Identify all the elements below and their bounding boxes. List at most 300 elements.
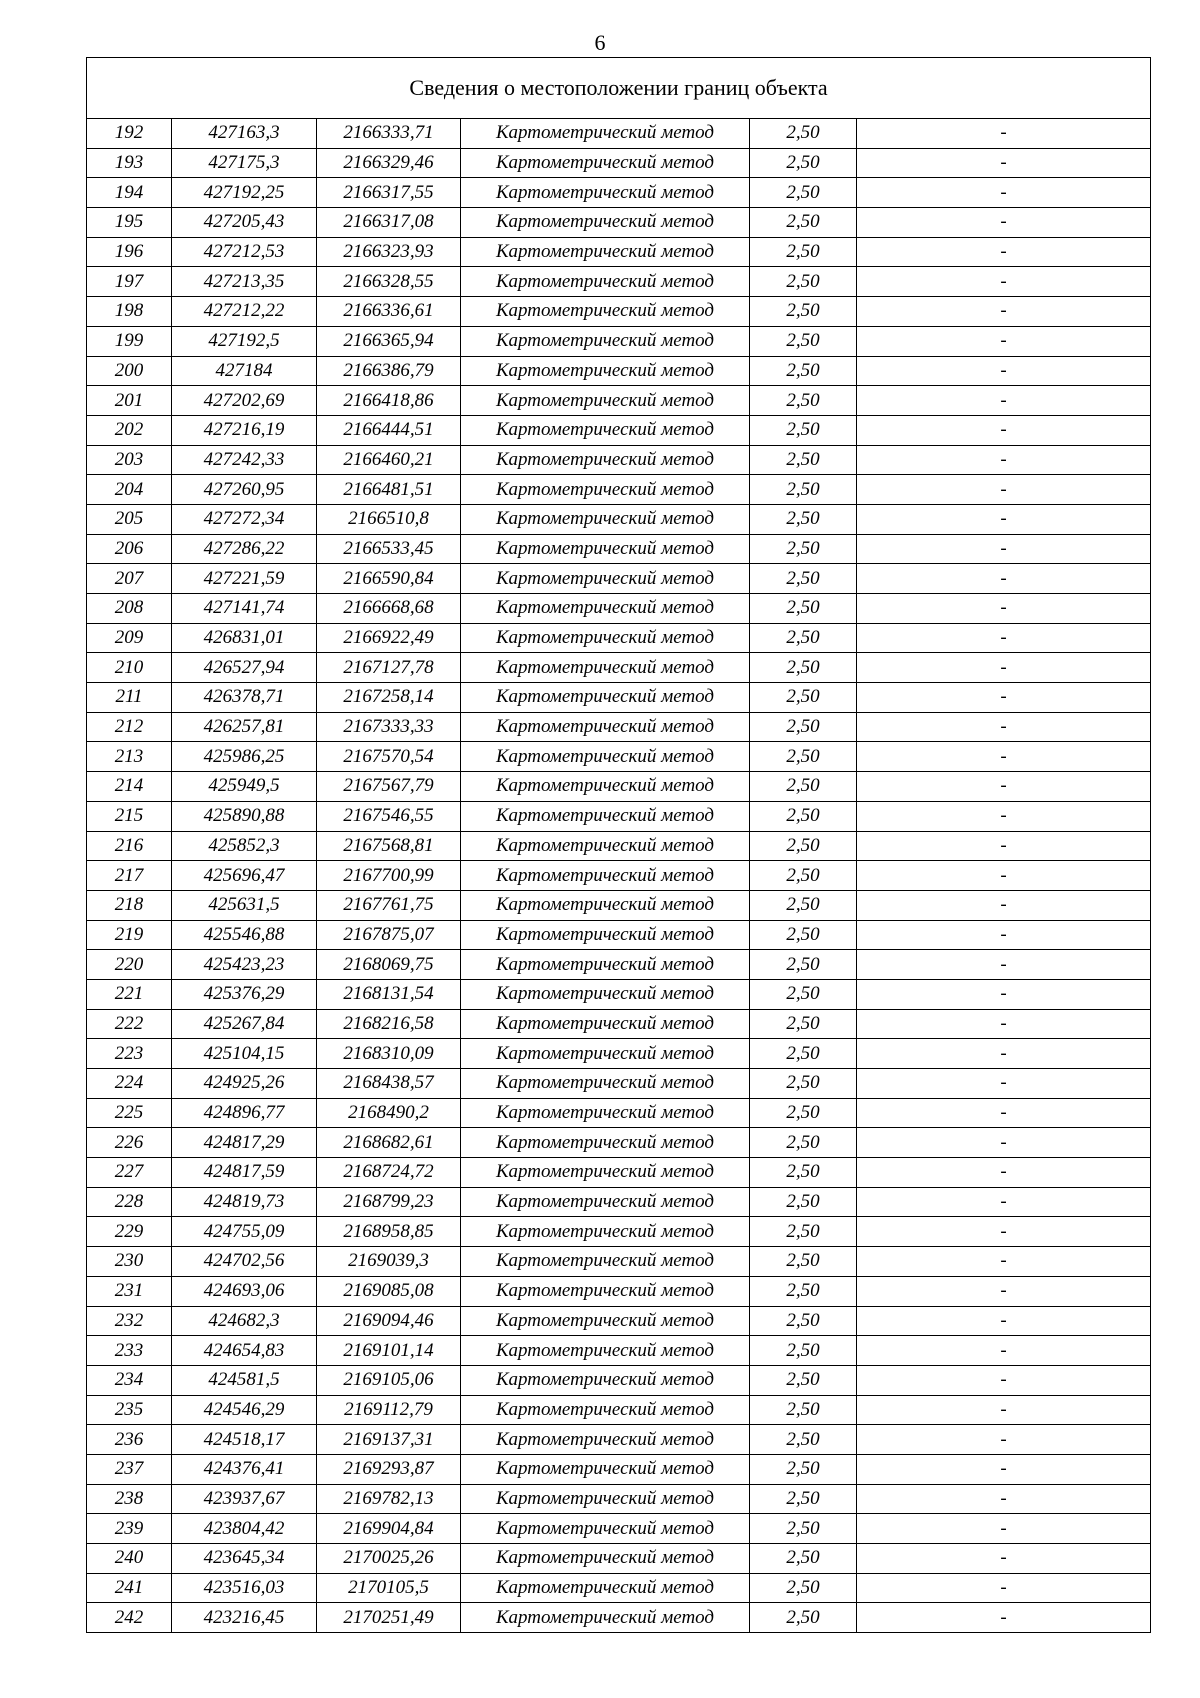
method-cell: Картометрический метод: [461, 237, 750, 267]
x-coordinate-cell: 424755,09: [172, 1217, 317, 1247]
x-coordinate-cell: 427286,22: [172, 534, 317, 564]
y-coordinate-cell: 2166481,51: [317, 475, 461, 505]
table-row: [87, 920, 1151, 950]
table-row: [87, 564, 1151, 594]
accuracy-cell: 2,50: [750, 801, 857, 831]
accuracy-cell: 2,50: [750, 1187, 857, 1217]
y-coordinate-cell: 2167546,55: [317, 801, 461, 831]
x-coordinate-cell: 426527,94: [172, 653, 317, 683]
method-cell: Картометрический метод: [461, 415, 750, 445]
method-cell: Картометрический метод: [461, 1573, 750, 1603]
x-coordinate-cell: 425376,29: [172, 979, 317, 1009]
table-row: [87, 1544, 1151, 1574]
table-body: [87, 58, 1151, 1633]
y-coordinate-cell: 2168310,09: [317, 1039, 461, 1069]
table-row: [87, 237, 1151, 267]
accuracy-cell: 2,50: [750, 208, 857, 238]
point-number-cell: 225: [87, 1098, 172, 1128]
y-coordinate-cell: 2167570,54: [317, 742, 461, 772]
method-cell: Картометрический метод: [461, 1276, 750, 1306]
table-row: [87, 772, 1151, 802]
table-row: [87, 831, 1151, 861]
point-number-cell: 234: [87, 1365, 172, 1395]
method-cell: Картометрический метод: [461, 564, 750, 594]
method-cell: Картометрический метод: [461, 1514, 750, 1544]
point-number-cell: 192: [87, 119, 172, 149]
method-cell: Картометрический метод: [461, 683, 750, 713]
description-cell: -: [857, 564, 1151, 594]
accuracy-cell: 2,50: [750, 415, 857, 445]
point-number-cell: 205: [87, 504, 172, 534]
description-cell: -: [857, 831, 1151, 861]
method-cell: Картометрический метод: [461, 504, 750, 534]
accuracy-cell: 2,50: [750, 267, 857, 297]
method-cell: Картометрический метод: [461, 920, 750, 950]
point-number-cell: 200: [87, 356, 172, 386]
x-coordinate-cell: 424518,17: [172, 1425, 317, 1455]
description-cell: -: [857, 623, 1151, 653]
table-row: [87, 1365, 1151, 1395]
description-cell: -: [857, 1276, 1151, 1306]
description-cell: -: [857, 1454, 1151, 1484]
y-coordinate-cell: 2169293,87: [317, 1454, 461, 1484]
y-coordinate-cell: 2168131,54: [317, 979, 461, 1009]
x-coordinate-cell: 427175,3: [172, 148, 317, 178]
point-number-cell: 242: [87, 1603, 172, 1633]
x-coordinate-cell: 425852,3: [172, 831, 317, 861]
description-cell: -: [857, 1484, 1151, 1514]
table-row: [87, 267, 1151, 297]
method-cell: Картометрический метод: [461, 1039, 750, 1069]
y-coordinate-cell: 2167258,14: [317, 683, 461, 713]
method-cell: Картометрический метод: [461, 653, 750, 683]
description-cell: -: [857, 1425, 1151, 1455]
table-row: [87, 861, 1151, 891]
y-coordinate-cell: 2166590,84: [317, 564, 461, 594]
table-row: [87, 890, 1151, 920]
y-coordinate-cell: 2169094,46: [317, 1306, 461, 1336]
point-number-cell: 222: [87, 1009, 172, 1039]
method-cell: Картометрический метод: [461, 386, 750, 416]
x-coordinate-cell: 424693,06: [172, 1276, 317, 1306]
method-cell: Картометрический метод: [461, 1336, 750, 1366]
description-cell: -: [857, 1544, 1151, 1574]
point-number-cell: 241: [87, 1573, 172, 1603]
x-coordinate-cell: 427184: [172, 356, 317, 386]
method-cell: Картометрический метод: [461, 1217, 750, 1247]
accuracy-cell: 2,50: [750, 326, 857, 356]
table-row: [87, 297, 1151, 327]
table-row: [87, 208, 1151, 238]
method-cell: Картометрический метод: [461, 148, 750, 178]
y-coordinate-cell: 2166329,46: [317, 148, 461, 178]
y-coordinate-cell: 2167875,07: [317, 920, 461, 950]
description-cell: -: [857, 237, 1151, 267]
x-coordinate-cell: 427205,43: [172, 208, 317, 238]
y-coordinate-cell: 2166323,93: [317, 237, 461, 267]
method-cell: Картометрический метод: [461, 772, 750, 802]
point-number-cell: 238: [87, 1484, 172, 1514]
x-coordinate-cell: 424546,29: [172, 1395, 317, 1425]
description-cell: -: [857, 178, 1151, 208]
table-row: [87, 1514, 1151, 1544]
y-coordinate-cell: 2170251,49: [317, 1603, 461, 1633]
table-row: [87, 415, 1151, 445]
x-coordinate-cell: 423645,34: [172, 1544, 317, 1574]
table-row: [87, 1306, 1151, 1336]
y-coordinate-cell: 2166336,61: [317, 297, 461, 327]
point-number-cell: 223: [87, 1039, 172, 1069]
method-cell: Картометрический метод: [461, 594, 750, 624]
table-row: [87, 356, 1151, 386]
y-coordinate-cell: 2166328,55: [317, 267, 461, 297]
point-number-cell: 198: [87, 297, 172, 327]
accuracy-cell: 2,50: [750, 1128, 857, 1158]
description-cell: -: [857, 742, 1151, 772]
method-cell: Картометрический метод: [461, 445, 750, 475]
x-coordinate-cell: 423216,45: [172, 1603, 317, 1633]
accuracy-cell: 2,50: [750, 890, 857, 920]
accuracy-cell: 2,50: [750, 1098, 857, 1128]
x-coordinate-cell: 424817,59: [172, 1158, 317, 1188]
y-coordinate-cell: 2166317,08: [317, 208, 461, 238]
y-coordinate-cell: 2166418,86: [317, 386, 461, 416]
point-number-cell: 231: [87, 1276, 172, 1306]
x-coordinate-cell: 423516,03: [172, 1573, 317, 1603]
y-coordinate-cell: 2169101,14: [317, 1336, 461, 1366]
accuracy-cell: 2,50: [750, 534, 857, 564]
accuracy-cell: 2,50: [750, 1009, 857, 1039]
y-coordinate-cell: 2166317,55: [317, 178, 461, 208]
method-cell: Картометрический метод: [461, 297, 750, 327]
description-cell: -: [857, 1365, 1151, 1395]
method-cell: Картометрический метод: [461, 890, 750, 920]
x-coordinate-cell: 425949,5: [172, 772, 317, 802]
y-coordinate-cell: 2169105,06: [317, 1365, 461, 1395]
description-cell: -: [857, 1603, 1151, 1633]
accuracy-cell: 2,50: [750, 653, 857, 683]
point-number-cell: 218: [87, 890, 172, 920]
x-coordinate-cell: 424896,77: [172, 1098, 317, 1128]
point-number-cell: 204: [87, 475, 172, 505]
method-cell: Картометрический метод: [461, 1603, 750, 1633]
description-cell: -: [857, 801, 1151, 831]
table-row: [87, 326, 1151, 356]
accuracy-cell: 2,50: [750, 386, 857, 416]
description-cell: -: [857, 1069, 1151, 1099]
x-coordinate-cell: 425546,88: [172, 920, 317, 950]
table-row: [87, 475, 1151, 505]
y-coordinate-cell: 2167568,81: [317, 831, 461, 861]
method-cell: Картометрический метод: [461, 1365, 750, 1395]
x-coordinate-cell: 427272,34: [172, 504, 317, 534]
description-cell: -: [857, 890, 1151, 920]
point-number-cell: 201: [87, 386, 172, 416]
table-row: [87, 1395, 1151, 1425]
accuracy-cell: 2,50: [750, 178, 857, 208]
table-row: [87, 742, 1151, 772]
method-cell: Картометрический метод: [461, 1187, 750, 1217]
description-cell: -: [857, 1128, 1151, 1158]
description-cell: -: [857, 208, 1151, 238]
accuracy-cell: 2,50: [750, 475, 857, 505]
x-coordinate-cell: 425423,23: [172, 950, 317, 980]
accuracy-cell: 2,50: [750, 623, 857, 653]
table-row: [87, 1069, 1151, 1099]
description-cell: -: [857, 1514, 1151, 1544]
y-coordinate-cell: 2169904,84: [317, 1514, 461, 1544]
x-coordinate-cell: 424702,56: [172, 1247, 317, 1277]
table-row: [87, 1603, 1151, 1633]
point-number-cell: 235: [87, 1395, 172, 1425]
y-coordinate-cell: 2167700,99: [317, 861, 461, 891]
x-coordinate-cell: 424819,73: [172, 1187, 317, 1217]
accuracy-cell: 2,50: [750, 1544, 857, 1574]
accuracy-cell: 2,50: [750, 564, 857, 594]
table-row: [87, 1573, 1151, 1603]
x-coordinate-cell: 424376,41: [172, 1454, 317, 1484]
method-cell: Картометрический метод: [461, 712, 750, 742]
accuracy-cell: 2,50: [750, 1039, 857, 1069]
table-row: [87, 1425, 1151, 1455]
accuracy-cell: 2,50: [750, 1425, 857, 1455]
method-cell: Картометрический метод: [461, 1544, 750, 1574]
x-coordinate-cell: 423804,42: [172, 1514, 317, 1544]
point-number-cell: 220: [87, 950, 172, 980]
table-row: [87, 1336, 1151, 1366]
accuracy-cell: 2,50: [750, 445, 857, 475]
point-number-cell: 240: [87, 1544, 172, 1574]
table-row: [87, 386, 1151, 416]
x-coordinate-cell: 426831,01: [172, 623, 317, 653]
accuracy-cell: 2,50: [750, 1069, 857, 1099]
table-row: [87, 712, 1151, 742]
table-row: [87, 119, 1151, 149]
point-number-cell: 224: [87, 1069, 172, 1099]
description-cell: -: [857, 712, 1151, 742]
y-coordinate-cell: 2170105,5: [317, 1573, 461, 1603]
description-cell: -: [857, 950, 1151, 980]
accuracy-cell: 2,50: [750, 1247, 857, 1277]
x-coordinate-cell: 427212,22: [172, 297, 317, 327]
point-number-cell: 229: [87, 1217, 172, 1247]
y-coordinate-cell: 2168799,23: [317, 1187, 461, 1217]
y-coordinate-cell: 2168216,58: [317, 1009, 461, 1039]
method-cell: Картометрический метод: [461, 1306, 750, 1336]
accuracy-cell: 2,50: [750, 1306, 857, 1336]
method-cell: Картометрический метод: [461, 1069, 750, 1099]
table-row: [87, 594, 1151, 624]
table-row: [87, 1187, 1151, 1217]
method-cell: Картометрический метод: [461, 831, 750, 861]
y-coordinate-cell: 2169782,13: [317, 1484, 461, 1514]
table-row: [87, 534, 1151, 564]
accuracy-cell: 2,50: [750, 237, 857, 267]
x-coordinate-cell: 426257,81: [172, 712, 317, 742]
accuracy-cell: 2,50: [750, 772, 857, 802]
description-cell: -: [857, 1039, 1151, 1069]
y-coordinate-cell: 2168682,61: [317, 1128, 461, 1158]
x-coordinate-cell: 426378,71: [172, 683, 317, 713]
y-coordinate-cell: 2167333,33: [317, 712, 461, 742]
x-coordinate-cell: 423937,67: [172, 1484, 317, 1514]
point-number-cell: 226: [87, 1128, 172, 1158]
description-cell: -: [857, 148, 1151, 178]
method-cell: Картометрический метод: [461, 801, 750, 831]
point-number-cell: 227: [87, 1158, 172, 1188]
table-row: [87, 1217, 1151, 1247]
x-coordinate-cell: 427192,25: [172, 178, 317, 208]
table-title: Сведения о местоположении границ объекта: [87, 58, 1151, 119]
x-coordinate-cell: 425267,84: [172, 1009, 317, 1039]
point-number-cell: 228: [87, 1187, 172, 1217]
method-cell: Картометрический метод: [461, 267, 750, 297]
description-cell: -: [857, 861, 1151, 891]
accuracy-cell: 2,50: [750, 356, 857, 386]
x-coordinate-cell: 427221,59: [172, 564, 317, 594]
description-cell: -: [857, 1573, 1151, 1603]
accuracy-cell: 2,50: [750, 1454, 857, 1484]
description-cell: -: [857, 445, 1151, 475]
x-coordinate-cell: 424817,29: [172, 1128, 317, 1158]
point-number-cell: 230: [87, 1247, 172, 1277]
y-coordinate-cell: 2168438,57: [317, 1069, 461, 1099]
description-cell: -: [857, 1336, 1151, 1366]
page-number: 6: [594, 30, 606, 55]
table-row: [87, 504, 1151, 534]
point-number-cell: 215: [87, 801, 172, 831]
accuracy-cell: 2,50: [750, 119, 857, 149]
description-cell: -: [857, 1187, 1151, 1217]
method-cell: Картометрический метод: [461, 326, 750, 356]
description-cell: -: [857, 1306, 1151, 1336]
description-cell: -: [857, 534, 1151, 564]
accuracy-cell: 2,50: [750, 712, 857, 742]
point-number-cell: 211: [87, 683, 172, 713]
x-coordinate-cell: 427141,74: [172, 594, 317, 624]
description-cell: -: [857, 594, 1151, 624]
accuracy-cell: 2,50: [750, 148, 857, 178]
point-number-cell: 194: [87, 178, 172, 208]
table-row: [87, 1484, 1151, 1514]
method-cell: Картометрический метод: [461, 1009, 750, 1039]
x-coordinate-cell: 424581,5: [172, 1365, 317, 1395]
y-coordinate-cell: 2166922,49: [317, 623, 461, 653]
accuracy-cell: 2,50: [750, 1573, 857, 1603]
description-cell: -: [857, 1247, 1151, 1277]
point-number-cell: 213: [87, 742, 172, 772]
description-cell: -: [857, 504, 1151, 534]
description-cell: -: [857, 326, 1151, 356]
y-coordinate-cell: 2170025,26: [317, 1544, 461, 1574]
y-coordinate-cell: 2169137,31: [317, 1425, 461, 1455]
table-row: [87, 801, 1151, 831]
method-cell: Картометрический метод: [461, 1098, 750, 1128]
y-coordinate-cell: 2166365,94: [317, 326, 461, 356]
x-coordinate-cell: 427163,3: [172, 119, 317, 149]
y-coordinate-cell: 2168724,72: [317, 1158, 461, 1188]
point-number-cell: 203: [87, 445, 172, 475]
method-cell: Картометрический метод: [461, 1128, 750, 1158]
table-row: [87, 1158, 1151, 1188]
table-row: [87, 623, 1151, 653]
method-cell: Картометрический метод: [461, 742, 750, 772]
accuracy-cell: 2,50: [750, 742, 857, 772]
x-coordinate-cell: 424654,83: [172, 1336, 317, 1366]
description-cell: -: [857, 475, 1151, 505]
accuracy-cell: 2,50: [750, 1217, 857, 1247]
table-row: [87, 178, 1151, 208]
x-coordinate-cell: 427202,69: [172, 386, 317, 416]
method-cell: Картометрический метод: [461, 950, 750, 980]
y-coordinate-cell: 2169085,08: [317, 1276, 461, 1306]
point-number-cell: 193: [87, 148, 172, 178]
method-cell: Картометрический метод: [461, 178, 750, 208]
point-number-cell: 214: [87, 772, 172, 802]
method-cell: Картометрический метод: [461, 1395, 750, 1425]
accuracy-cell: 2,50: [750, 1365, 857, 1395]
point-number-cell: 232: [87, 1306, 172, 1336]
x-coordinate-cell: 427192,5: [172, 326, 317, 356]
table-row: [87, 1009, 1151, 1039]
table-row: [87, 653, 1151, 683]
accuracy-cell: 2,50: [750, 1603, 857, 1633]
method-cell: Картометрический метод: [461, 861, 750, 891]
point-number-cell: 237: [87, 1454, 172, 1484]
y-coordinate-cell: 2166510,8: [317, 504, 461, 534]
description-cell: -: [857, 772, 1151, 802]
description-cell: -: [857, 356, 1151, 386]
table-row: [87, 1276, 1151, 1306]
description-cell: -: [857, 415, 1151, 445]
boundary-coordinates-table: [86, 57, 1151, 1633]
y-coordinate-cell: 2169039,3: [317, 1247, 461, 1277]
x-coordinate-cell: 425986,25: [172, 742, 317, 772]
point-number-cell: 196: [87, 237, 172, 267]
method-cell: Картометрический метод: [461, 1158, 750, 1188]
point-number-cell: 206: [87, 534, 172, 564]
point-number-cell: 210: [87, 653, 172, 683]
description-cell: -: [857, 1395, 1151, 1425]
table-row: [87, 1247, 1151, 1277]
y-coordinate-cell: 2168069,75: [317, 950, 461, 980]
table-row: [87, 148, 1151, 178]
accuracy-cell: 2,50: [750, 831, 857, 861]
point-number-cell: 207: [87, 564, 172, 594]
accuracy-cell: 2,50: [750, 861, 857, 891]
y-coordinate-cell: 2167567,79: [317, 772, 461, 802]
y-coordinate-cell: 2166533,45: [317, 534, 461, 564]
method-cell: Картометрический метод: [461, 1484, 750, 1514]
x-coordinate-cell: 424682,3: [172, 1306, 317, 1336]
y-coordinate-cell: 2166444,51: [317, 415, 461, 445]
method-cell: Картометрический метод: [461, 1454, 750, 1484]
point-number-cell: 199: [87, 326, 172, 356]
accuracy-cell: 2,50: [750, 504, 857, 534]
description-cell: -: [857, 267, 1151, 297]
x-coordinate-cell: 427260,95: [172, 475, 317, 505]
table-row: [87, 1039, 1151, 1069]
point-number-cell: 233: [87, 1336, 172, 1366]
accuracy-cell: 2,50: [750, 950, 857, 980]
method-cell: Картометрический метод: [461, 979, 750, 1009]
table-title-row: [87, 58, 1151, 119]
point-number-cell: 236: [87, 1425, 172, 1455]
description-cell: -: [857, 1217, 1151, 1247]
y-coordinate-cell: 2166386,79: [317, 356, 461, 386]
accuracy-cell: 2,50: [750, 594, 857, 624]
y-coordinate-cell: 2168490,2: [317, 1098, 461, 1128]
